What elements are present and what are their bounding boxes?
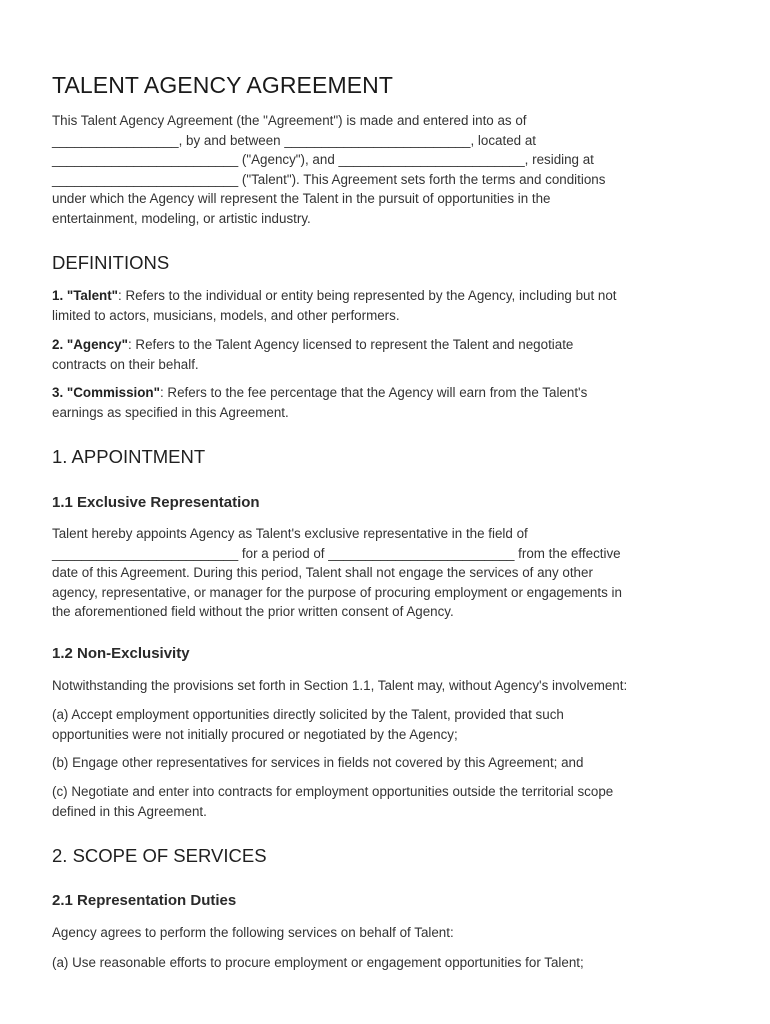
paragraph-line: _________________________ for a period of _________________________ from the effective xyxy=(52,545,621,561)
intro-paragraph xyxy=(52,111,605,229)
intro-line: under which the Agency will represent the Talent in the pursuit of opportunities in the xyxy=(52,191,551,207)
definition-text: : Refers to the individual or entity being represented by the Agency, including but not xyxy=(118,288,617,303)
definitions-heading: DEFINITIONS xyxy=(52,252,170,273)
definition-text: : Refers to the fee percentage that the Agency will earn from the Talent's xyxy=(159,385,588,400)
section-1-1-paragraph xyxy=(52,524,622,622)
intro-line: _________________, by and between _________________________, located at xyxy=(52,132,537,148)
definition-agency xyxy=(52,335,573,374)
list-item-line: (c) Negotiate and enter into contracts for employment opportunities outside the territorial scope xyxy=(52,784,614,799)
list-item-b xyxy=(52,753,583,773)
definition-term: 2. "Agency" xyxy=(52,337,128,352)
definition-term: 3. "Commission" xyxy=(52,385,160,400)
section-2-1-intro xyxy=(52,923,454,943)
paragraph-line: date of this Agreement. During this period, Talent shall not engage the services of any other xyxy=(52,565,593,581)
list-item-line: defined in this Agreement. xyxy=(52,803,207,819)
intro-line: entertainment, modeling, or artistic industry. xyxy=(52,210,311,226)
paragraph-line: Notwithstanding the provisions set forth in Section 1.1, Talent may, without Agency's involvement: xyxy=(52,678,628,693)
paragraph-line: the aforementioned field without the prior written consent of Agency. xyxy=(52,604,454,620)
list-item-c xyxy=(52,782,613,821)
list-item-line: (b) Engage other representatives for services in fields not covered by this Agreement; and xyxy=(52,755,584,770)
section-1-2-intro xyxy=(52,676,627,696)
section-2-heading: 2. SCOPE OF SERVICES xyxy=(52,845,267,866)
definition-term: 1. "Talent" xyxy=(52,288,119,303)
definition-text: : Refers to the Talent Agency licensed to represent the Talent and negotiate xyxy=(127,337,574,352)
intro-line: _________________________ ("Talent"). This Agreement sets forth the terms and conditions xyxy=(52,171,606,187)
intro-line: This Talent Agency Agreement (the "Agreement") is made and entered into as of xyxy=(52,113,527,128)
paragraph-line: agency, representative, or manager for the purpose of procuring employment or engagements in xyxy=(52,584,622,600)
definition-text: contracts on their behalf. xyxy=(52,356,199,372)
definition-text: earnings as specified in this Agreement. xyxy=(52,404,289,420)
document-title: TALENT AGENCY AGREEMENT xyxy=(52,72,393,98)
intro-line: _________________________ ("Agency"), and _________________________, residing at xyxy=(52,152,594,168)
paragraph-line: Agency agrees to perform the following services on behalf of Talent: xyxy=(52,925,454,940)
paragraph-line: Talent hereby appoints Agency as Talent's exclusive representative in the field of xyxy=(52,526,528,541)
section-1-heading: 1. APPOINTMENT xyxy=(52,446,206,467)
section-2-1-heading: 2.1 Representation Duties xyxy=(52,892,237,909)
section-1-2-heading: 1.2 Non-Exclusivity xyxy=(52,645,190,662)
list-item-line: (a) Use reasonable efforts to procure employment or engagement opportunities for Talent; xyxy=(52,955,584,970)
list-item-line: (a) Accept employment opportunities directly solicited by the Talent, provided that such xyxy=(52,707,564,722)
definition-commission xyxy=(52,383,587,422)
definition-text: limited to actors, musicians, models, and other performers. xyxy=(52,307,400,323)
list-item-2-1-a xyxy=(52,953,584,973)
list-item-a xyxy=(52,705,564,744)
definition-talent xyxy=(52,286,617,325)
list-item-line: opportunities were not initially procured or negotiated by the Agency; xyxy=(52,726,458,742)
section-1-1-heading: 1.1 Exclusive Representation xyxy=(52,494,260,511)
